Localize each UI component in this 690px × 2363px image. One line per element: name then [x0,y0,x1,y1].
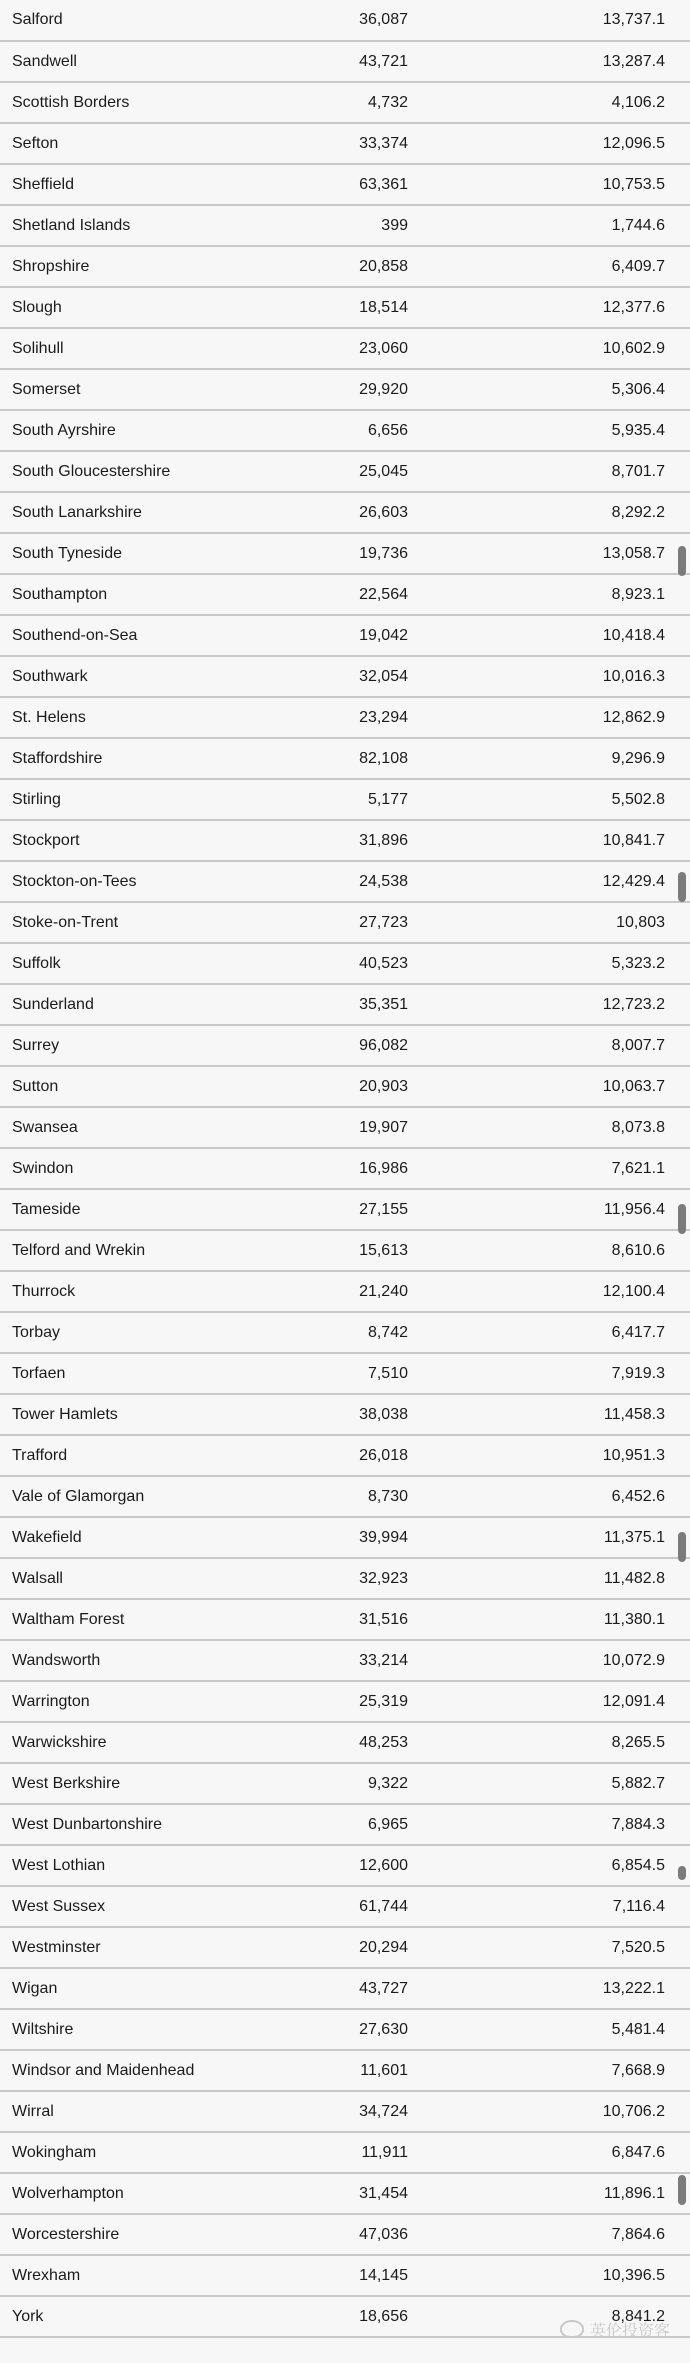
watermark [560,2314,670,2344]
row-name-cell: Stockport [0,820,212,861]
table-row [0,2009,690,2050]
row-name-cell: Solihull [0,328,212,369]
row-name-cell: West Berkshire [0,1763,212,1804]
row-value-a-cell: 61,744 [212,1886,408,1927]
row-value-a-cell: 19,042 [212,615,408,656]
row-value-a-cell: 19,736 [212,533,408,574]
row-value-b-cell: 8,265.5 [408,1722,690,1763]
table-row [0,1189,690,1230]
row-value-b-cell: 12,723.2 [408,984,690,1025]
row-name-cell: Somerset [0,369,212,410]
table-row [0,1107,690,1148]
row-name-cell: Staffordshire [0,738,212,779]
row-value-a-cell: 82,108 [212,738,408,779]
row-name-cell: Southend-on-Sea [0,615,212,656]
table-row [0,1148,690,1189]
row-value-a-cell: 31,896 [212,820,408,861]
row-value-b-cell: 13,737.1 [408,0,690,41]
row-value-a-cell: 6,656 [212,410,408,451]
row-value-b-cell: 12,096.5 [408,123,690,164]
table-row [0,2050,690,2091]
row-value-b-cell: 5,502.8 [408,779,690,820]
row-value-a-cell: 22,564 [212,574,408,615]
row-value-b-cell: 8,841.2 [408,2296,690,2337]
row-value-b-cell: 8,073.8 [408,1107,690,1148]
row-value-a-cell: 27,723 [212,902,408,943]
row-name-cell: Stoke-on-Trent [0,902,212,943]
table-row [0,1312,690,1353]
row-name-cell: Windsor and Maidenhead [0,2050,212,2091]
row-value-b-cell: 7,116.4 [408,1886,690,1927]
row-value-a-cell: 24,538 [212,861,408,902]
table-row [0,410,690,451]
row-value-b-cell: 5,481.4 [408,2009,690,2050]
row-value-b-cell: 11,458.3 [408,1394,690,1435]
row-value-b-cell: 11,896.1 [408,2173,690,2214]
row-name-cell: Wirral [0,2091,212,2132]
scroll-marker[interactable] [678,546,686,576]
table-row [0,1271,690,1312]
row-name-cell: Worcestershire [0,2214,212,2255]
row-value-b-cell: 9,296.9 [408,738,690,779]
row-value-a-cell: 48,253 [212,1722,408,1763]
row-value-b-cell: 5,935.4 [408,410,690,451]
table-row [0,779,690,820]
row-name-cell: Stockton-on-Tees [0,861,212,902]
row-value-b-cell: 11,380.1 [408,1599,690,1640]
row-value-a-cell: 5,177 [212,779,408,820]
row-name-cell: Shropshire [0,246,212,287]
table-row [0,615,690,656]
row-name-cell: Vale of Glamorgan [0,1476,212,1517]
row-value-b-cell: 11,375.1 [408,1517,690,1558]
row-value-a-cell: 25,045 [212,451,408,492]
row-value-a-cell: 23,294 [212,697,408,738]
table-row [0,1927,690,1968]
table-row [0,1558,690,1599]
row-value-a-cell: 31,454 [212,2173,408,2214]
row-name-cell: Torfaen [0,1353,212,1394]
table-row [0,451,690,492]
row-value-b-cell: 6,847.6 [408,2132,690,2173]
row-value-b-cell: 6,409.7 [408,246,690,287]
row-name-cell: Sheffield [0,164,212,205]
table-row [0,1722,690,1763]
table-row [0,492,690,533]
table-row [0,820,690,861]
row-value-b-cell: 7,884.3 [408,1804,690,1845]
row-name-cell: Waltham Forest [0,1599,212,1640]
row-value-b-cell: 8,610.6 [408,1230,690,1271]
row-name-cell: Wrexham [0,2255,212,2296]
row-value-b-cell: 13,222.1 [408,1968,690,2009]
row-name-cell: Stirling [0,779,212,820]
row-value-a-cell: 40,523 [212,943,408,984]
scroll-marker[interactable] [678,872,686,902]
row-value-a-cell: 4,732 [212,82,408,123]
row-value-b-cell: 13,058.7 [408,533,690,574]
row-value-b-cell: 12,091.4 [408,1681,690,1722]
row-name-cell: Torbay [0,1312,212,1353]
scroll-marker[interactable] [678,1866,686,1880]
table-row [0,0,690,41]
table-row [0,943,690,984]
row-name-cell: Warrington [0,1681,212,1722]
row-name-cell: Scottish Borders [0,82,212,123]
row-name-cell: Wiltshire [0,2009,212,2050]
row-name-cell: Salford [0,0,212,41]
row-name-cell: Wolverhampton [0,2173,212,2214]
row-name-cell: Slough [0,287,212,328]
row-value-a-cell: 8,742 [212,1312,408,1353]
row-name-cell: South Lanarkshire [0,492,212,533]
row-name-cell: Southampton [0,574,212,615]
table-row [0,1886,690,1927]
scroll-marker[interactable] [678,1532,686,1562]
table-row [0,246,690,287]
row-value-b-cell: 4,106.2 [408,82,690,123]
row-value-a-cell: 63,361 [212,164,408,205]
row-name-cell: South Ayrshire [0,410,212,451]
row-value-a-cell: 47,036 [212,2214,408,2255]
scroll-marker[interactable] [678,1204,686,1234]
table-row [0,1066,690,1107]
row-value-b-cell: 6,452.6 [408,1476,690,1517]
row-value-a-cell: 33,214 [212,1640,408,1681]
row-name-cell: Telford and Wrekin [0,1230,212,1271]
table-row [0,1681,690,1722]
row-name-cell: Thurrock [0,1271,212,1312]
row-name-cell: Suffolk [0,943,212,984]
table-row [0,738,690,779]
row-name-cell: Trafford [0,1435,212,1476]
row-value-b-cell: 6,854.5 [408,1845,690,1886]
row-name-cell: Sandwell [0,41,212,82]
row-value-b-cell: 7,621.1 [408,1148,690,1189]
row-name-cell: Swansea [0,1107,212,1148]
row-name-cell: Tower Hamlets [0,1394,212,1435]
row-name-cell: Sutton [0,1066,212,1107]
table-row [0,1353,690,1394]
row-value-b-cell: 1,744.6 [408,205,690,246]
table-row [0,656,690,697]
row-value-b-cell: 11,956.4 [408,1189,690,1230]
row-name-cell: Swindon [0,1148,212,1189]
row-value-b-cell: 10,418.4 [408,615,690,656]
table-row [0,533,690,574]
wechat-icon [560,2320,584,2338]
row-value-b-cell: 10,072.9 [408,1640,690,1681]
row-value-a-cell: 38,038 [212,1394,408,1435]
table-row [0,1025,690,1066]
row-name-cell: South Tyneside [0,533,212,574]
table-row [0,2132,690,2173]
row-name-cell: Walsall [0,1558,212,1599]
row-value-a-cell: 20,858 [212,246,408,287]
table-row [0,1599,690,1640]
table-row [0,1845,690,1886]
row-value-b-cell: 10,706.2 [408,2091,690,2132]
row-value-a-cell: 20,294 [212,1927,408,1968]
row-value-a-cell: 16,986 [212,1148,408,1189]
row-value-a-cell: 35,351 [212,984,408,1025]
table-row [0,861,690,902]
row-value-a-cell: 32,054 [212,656,408,697]
row-name-cell: Wakefield [0,1517,212,1558]
scroll-marker[interactable] [678,2175,686,2205]
table-row [0,287,690,328]
row-value-a-cell: 31,516 [212,1599,408,1640]
row-value-a-cell: 8,730 [212,1476,408,1517]
row-name-cell: Surrey [0,1025,212,1066]
row-value-a-cell: 29,920 [212,369,408,410]
row-value-a-cell: 19,907 [212,1107,408,1148]
row-name-cell: South Gloucestershire [0,451,212,492]
row-name-cell: West Sussex [0,1886,212,1927]
row-value-a-cell: 43,727 [212,1968,408,2009]
table-row [0,1517,690,1558]
row-value-b-cell: 7,919.3 [408,1353,690,1394]
table-row [0,205,690,246]
row-value-b-cell: 5,882.7 [408,1763,690,1804]
row-value-a-cell: 18,514 [212,287,408,328]
row-name-cell: West Lothian [0,1845,212,1886]
row-name-cell: York [0,2296,212,2337]
row-value-a-cell: 15,613 [212,1230,408,1271]
row-value-a-cell: 27,630 [212,2009,408,2050]
table-row [0,1640,690,1681]
row-value-a-cell: 20,903 [212,1066,408,1107]
row-value-a-cell: 25,319 [212,1681,408,1722]
table-row [0,82,690,123]
table-row [0,902,690,943]
row-value-a-cell: 43,721 [212,41,408,82]
row-value-a-cell: 11,601 [212,2050,408,2091]
row-value-a-cell: 399 [212,205,408,246]
table-row [0,1476,690,1517]
table-row [0,1804,690,1845]
row-value-b-cell: 7,668.9 [408,2050,690,2091]
row-value-a-cell: 27,155 [212,1189,408,1230]
table-row [0,1763,690,1804]
row-name-cell: Tameside [0,1189,212,1230]
row-value-b-cell: 11,482.8 [408,1558,690,1599]
row-value-b-cell: 6,417.7 [408,1312,690,1353]
row-value-a-cell: 12,600 [212,1845,408,1886]
row-name-cell: Wigan [0,1968,212,2009]
row-name-cell: Sunderland [0,984,212,1025]
row-value-b-cell: 10,602.9 [408,328,690,369]
table-row [0,1230,690,1271]
row-value-b-cell: 10,396.5 [408,2255,690,2296]
row-value-a-cell: 34,724 [212,2091,408,2132]
row-value-a-cell: 26,018 [212,1435,408,1476]
row-value-a-cell: 23,060 [212,328,408,369]
row-name-cell: Southwark [0,656,212,697]
table-row [0,328,690,369]
row-value-b-cell: 10,753.5 [408,164,690,205]
table-row [0,1394,690,1435]
row-value-a-cell: 33,374 [212,123,408,164]
row-value-a-cell: 14,145 [212,2255,408,2296]
row-value-b-cell: 7,520.5 [408,1927,690,1968]
row-name-cell: West Dunbartonshire [0,1804,212,1845]
table-row [0,123,690,164]
row-name-cell: Warwickshire [0,1722,212,1763]
row-value-a-cell: 11,911 [212,2132,408,2173]
row-value-b-cell: 8,701.7 [408,451,690,492]
row-value-a-cell: 32,923 [212,1558,408,1599]
row-value-a-cell: 9,322 [212,1763,408,1804]
row-value-b-cell: 8,007.7 [408,1025,690,1066]
row-value-b-cell: 10,951.3 [408,1435,690,1476]
table-row [0,1435,690,1476]
row-value-b-cell: 12,862.9 [408,697,690,738]
row-value-b-cell: 8,923.1 [408,574,690,615]
row-value-a-cell: 36,087 [212,0,408,41]
row-value-b-cell: 7,864.6 [408,2214,690,2255]
row-value-b-cell: 10,016.3 [408,656,690,697]
table-row [0,2091,690,2132]
row-value-b-cell: 8,292.2 [408,492,690,533]
row-name-cell: Shetland Islands [0,205,212,246]
row-name-cell: Sefton [0,123,212,164]
table-row [0,697,690,738]
row-name-cell: Westminster [0,1927,212,1968]
table-row [0,2173,690,2214]
table-row [0,369,690,410]
row-value-b-cell: 10,803 [408,902,690,943]
row-name-cell: Wokingham [0,2132,212,2173]
table-row [0,41,690,82]
row-value-a-cell: 6,965 [212,1804,408,1845]
row-value-a-cell: 21,240 [212,1271,408,1312]
row-value-b-cell: 12,377.6 [408,287,690,328]
row-value-a-cell: 18,656 [212,2296,408,2337]
row-value-b-cell: 10,841.7 [408,820,690,861]
table-row [0,2255,690,2296]
table-row [0,1968,690,2009]
row-name-cell: Wandsworth [0,1640,212,1681]
row-value-a-cell: 26,603 [212,492,408,533]
row-value-a-cell: 7,510 [212,1353,408,1394]
row-value-b-cell: 5,323.2 [408,943,690,984]
table-row [0,984,690,1025]
table-row [0,164,690,205]
row-value-b-cell: 12,429.4 [408,861,690,902]
table-row [0,2214,690,2255]
row-value-b-cell: 10,063.7 [408,1066,690,1107]
row-value-b-cell: 5,306.4 [408,369,690,410]
row-name-cell: St. Helens [0,697,212,738]
row-value-b-cell: 13,287.4 [408,41,690,82]
row-value-a-cell: 96,082 [212,1025,408,1066]
table-row [0,574,690,615]
row-value-b-cell: 12,100.4 [408,1271,690,1312]
row-value-a-cell: 39,994 [212,1517,408,1558]
watermark-text: 英伦投资客 [589,2320,670,2340]
